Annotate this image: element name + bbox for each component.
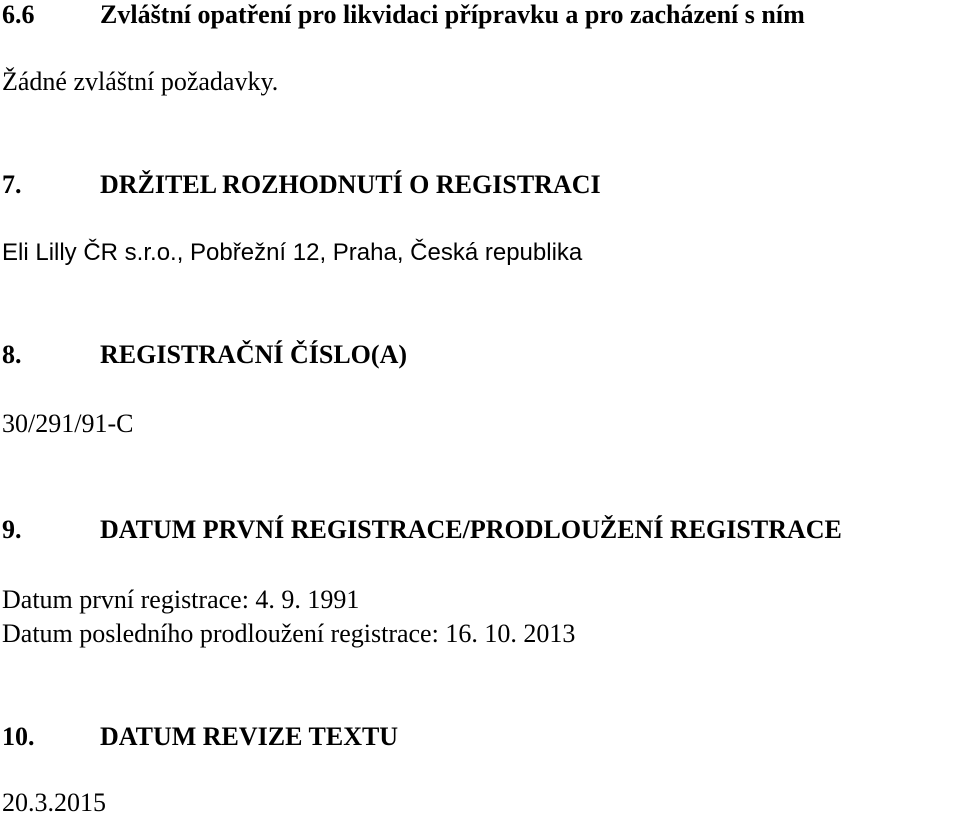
section-9-first-registration: Datum první registrace: 4. 9. 1991 bbox=[2, 585, 360, 614]
section-9-last-renewal: Datum posledního prodloužení registrace: 16. 10. 2013 bbox=[2, 619, 576, 648]
section-10-number: 10. bbox=[2, 722, 35, 751]
section-10-body: 20.3.2015 bbox=[2, 788, 106, 817]
section-6-6-number: 6.6 bbox=[2, 0, 35, 29]
section-10-heading bbox=[2, 722, 398, 752]
section-7-number: 7. bbox=[2, 170, 22, 199]
section-8-number: 8. bbox=[2, 340, 22, 369]
section-9-number: 9. bbox=[2, 515, 22, 544]
section-8-title: REGISTRAČNÍ ČÍSLO(A) bbox=[100, 340, 407, 369]
section-7-body: Eli Lilly ČR s.r.o., Pobřežní 12, Praha, Česká republika bbox=[2, 239, 583, 266]
section-7-title: DRŽITEL ROZHODNUTÍ O REGISTRACI bbox=[100, 170, 601, 199]
section-6-6-heading bbox=[2, 0, 805, 30]
section-6-6-body: Žádné zvláštní požadavky. bbox=[2, 67, 279, 96]
section-8-body: 30/291/91-C bbox=[2, 409, 134, 438]
section-9-heading bbox=[2, 515, 842, 545]
section-7-heading bbox=[2, 170, 601, 200]
section-6-6-title: Zvláštní opatření pro likvidaci přípravku a pro zacházení s ním bbox=[100, 0, 805, 29]
section-9-title: DATUM PRVNÍ REGISTRACE/PRODLOUŽENÍ REGISTRACE bbox=[100, 515, 842, 544]
section-8-heading bbox=[2, 340, 407, 370]
section-10-title: DATUM REVIZE TEXTU bbox=[100, 722, 399, 751]
